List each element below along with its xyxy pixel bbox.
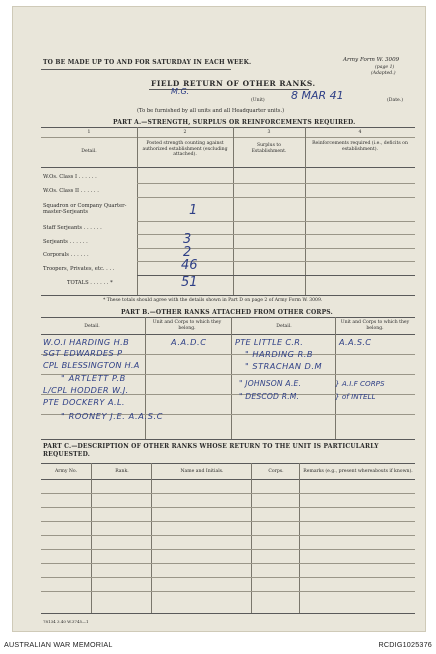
page-label: (page 1): [375, 65, 395, 70]
value-totals: 51: [181, 275, 198, 290]
attached-entry: L/CPL HODDER W.J.: [43, 385, 129, 395]
attached-entry: CPL BLESSINGTON H.A: [43, 360, 140, 370]
value-troopers: 46: [181, 258, 198, 273]
part-b-top-rule: [41, 317, 415, 318]
attached-unit-right: } A.I.F CORPS: [335, 379, 385, 388]
furnish-note: (To be furnished by all units and all Headquarter units.): [137, 108, 285, 114]
part-b-title: PART B.—OTHER RANKS ATTACHED FROM OTHER CORPS.: [121, 309, 333, 316]
row-rule: [137, 234, 415, 235]
print-code: 78134 3.40 W.3745—1: [43, 619, 89, 624]
part-c-header-army-no: Army No.: [54, 469, 78, 474]
part-c-header-remarks: Remarks (e.g., present whereabouts if known).: [303, 469, 413, 474]
attached-unit: A.A.D.C: [171, 337, 207, 347]
part-b-col-divider: [231, 317, 232, 439]
col-number: 2: [183, 130, 187, 135]
part-a-top-rule: [41, 127, 415, 128]
attached-entry: " ARTLETT P.B: [61, 373, 126, 383]
row-rule: [137, 183, 415, 184]
col-header-detail: Detail.: [81, 149, 97, 154]
part-c-bottom-rule: [41, 613, 415, 614]
part-b-header-detail-right: Detail.: [276, 324, 292, 329]
attached-entry-right: " DESCOD R.M.: [239, 392, 300, 401]
part-c-row-rule: [41, 549, 415, 550]
date-label: (Date.): [387, 98, 404, 103]
adapted-label: (Adapted.): [371, 71, 396, 76]
attached-unit-right: A.A.S.C: [339, 337, 372, 347]
instruction-line: TO BE MADE UP TO AND FOR SATURDAY IN EACH WEEK.: [43, 59, 252, 66]
part-a-col-divider: [305, 127, 306, 295]
value-serjeants: 3: [183, 232, 192, 247]
attached-entry: " ROONEY J.E. A.A.S.C: [61, 411, 164, 421]
row-rule: [137, 248, 415, 249]
attached-entry-right: " HARDING R.B: [245, 349, 314, 359]
form-title: FIELD RETURN OF OTHER RANKS.: [151, 79, 316, 88]
footer-right-caption: RCDIG1025376: [378, 640, 432, 649]
footer-left-caption: AUSTRALIAN WAR MEMORIAL: [4, 640, 113, 649]
part-c-top-rule: [41, 463, 415, 464]
col-number: 4: [358, 130, 362, 135]
value-cqms: 1: [189, 203, 198, 218]
col-header-posted-strength: Posted strength counting against authorized establishment (excluding attached).: [142, 141, 228, 157]
part-c-title: PART C.—DESCRIPTION OF OTHER RANKS WHOSE RETURN TO THE UNIT IS PARTICULARLY REQUESTED.: [43, 443, 379, 458]
part-c-header-name: Name and Initials.: [180, 469, 224, 474]
instruction-underline: [41, 69, 231, 70]
part-b-header-detail-left: Detail.: [84, 324, 100, 329]
row-label-troopers: Troopers, Privates, etc. . . .: [43, 266, 115, 272]
part-a-title: PART A.—STRENGTH, SURPLUS OR REINFORCEMENTS REQUIRED.: [113, 119, 356, 126]
unit-label: (Unit): [251, 98, 265, 103]
form-sheet: [12, 6, 426, 632]
part-c-row-rule: [41, 493, 415, 494]
part-c-row-rule: [41, 563, 415, 564]
part-c-row-rule: [41, 577, 415, 578]
part-b-bottom-rule: [41, 439, 415, 440]
row-rule: [137, 221, 415, 222]
attached-entry: PTE DOCKERY A.L.: [43, 397, 125, 407]
part-a-bottom-rule: [41, 295, 415, 296]
attached-unit-right: } of INTELL: [335, 392, 376, 401]
row-label-corporals: Corporals . . . . . .: [43, 252, 89, 258]
attached-entry: SGT EDWARDES P: [43, 348, 123, 358]
row-rule: [137, 197, 415, 198]
attached-entry-right: " STRACHAN D.M: [245, 361, 323, 371]
part-c-row-rule: [41, 507, 415, 508]
part-b-header-rule: [41, 334, 415, 335]
part-c-row-rule: [41, 591, 415, 592]
part-b-col-divider: [335, 317, 336, 439]
row-label-wo-class-2: W.Os. Class II . . . . . .: [43, 188, 99, 194]
part-c-header-rule: [41, 479, 415, 480]
part-c-row-rule: [41, 535, 415, 536]
col-header-surplus: Surplus to Establishment.: [251, 143, 287, 154]
col-number: 3: [267, 130, 271, 135]
attached-entry-right: PTE LITTLE C.R.: [235, 337, 304, 347]
row-label-totals: TOTALS . . . . . . *: [67, 280, 113, 286]
date-handwritten: 8 MAR 41: [291, 89, 344, 102]
part-a-col-divider: [233, 127, 234, 295]
row-label-serjeants: Serjeants . . . . . .: [43, 239, 88, 245]
attached-entry-right: " JOHNSON A.E.: [239, 379, 302, 388]
unit-handwritten: M.G.: [171, 87, 190, 96]
row-label-staff-serjeants: Staff Serjeants . . . . . .: [43, 225, 102, 231]
part-c-row-rule: [41, 521, 415, 522]
value-corporals: 2: [183, 245, 192, 260]
part-a-footnote: * These totals should agree with the details shown in Part D on page 2 of Army Form W. 3009.: [103, 298, 323, 303]
part-a-header-rule: [41, 167, 415, 168]
row-label-cqms: Squadron or Company Quarter-master-Serjeants: [43, 203, 127, 215]
attached-entry: W.O.I HARDING H.B: [43, 337, 130, 347]
part-a-col-divider: [137, 127, 138, 295]
totals-rule: [137, 275, 415, 276]
part-c-header-rank: Rank.: [115, 469, 129, 474]
row-label-wo-class-1: W.Os. Class I . . . . . .: [43, 174, 97, 180]
army-form-label: Army Form W. 3009: [343, 57, 400, 63]
part-b-header-unit-right: Unit and Corps to which they belong.: [340, 320, 410, 331]
row-rule: [137, 261, 415, 262]
col-number: 1: [87, 130, 91, 135]
col-header-reinforcements: Reinforcements required (i.e., deficits on establishment).: [312, 141, 408, 152]
part-c-header-corps: Corps.: [268, 469, 284, 474]
part-a-number-rule: [41, 137, 415, 138]
part-b-header-unit-left: Unit and Corps to which they belong.: [152, 320, 222, 331]
